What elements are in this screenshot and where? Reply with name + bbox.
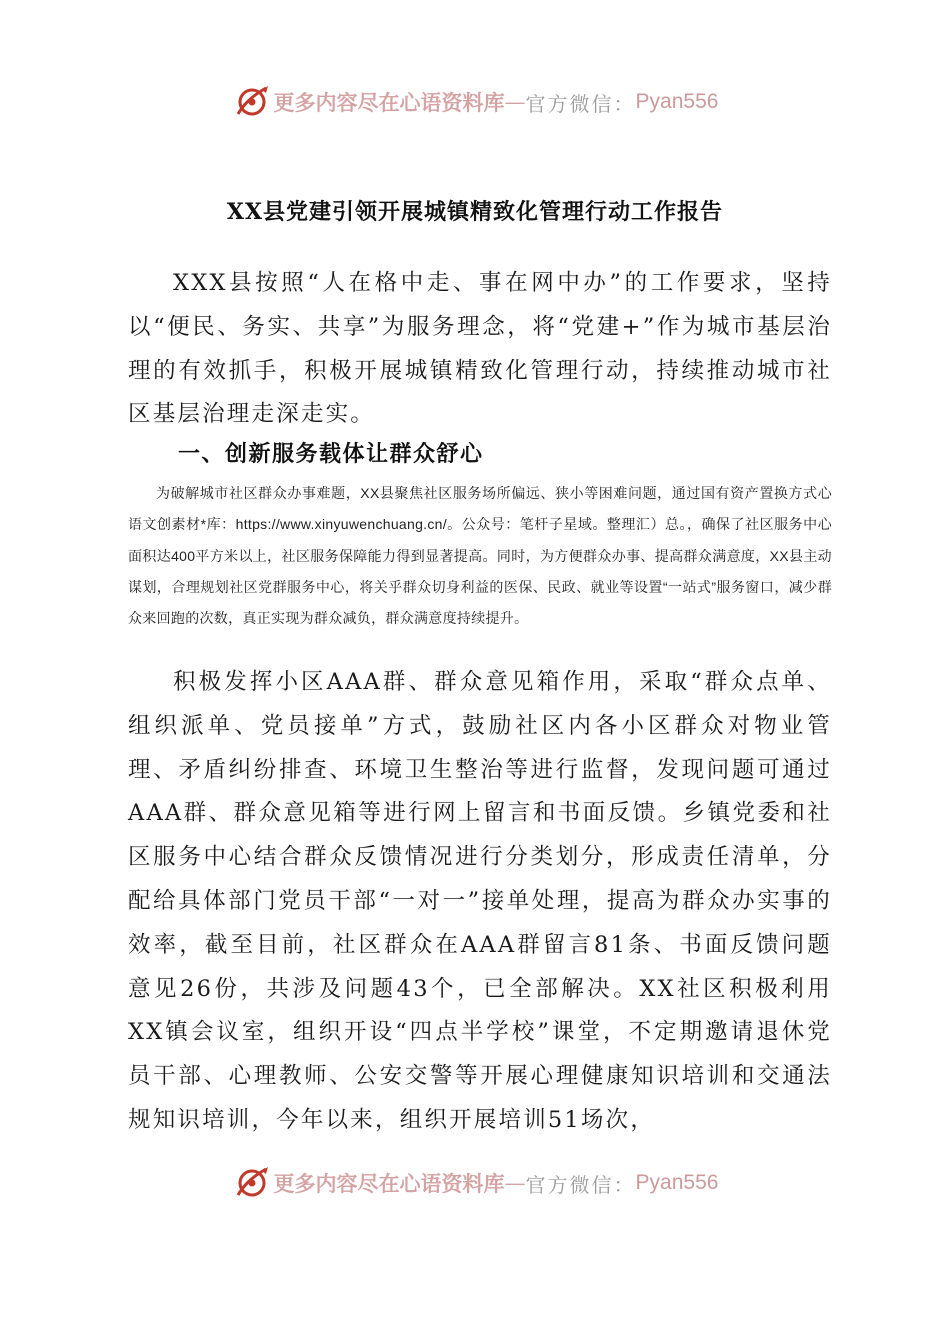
pen-logo-icon — [232, 1163, 272, 1203]
header-banner — [0, 80, 950, 124]
banner-dash: — — [504, 1171, 526, 1195]
banner-wechat-label: 官方微信： — [525, 91, 636, 116]
main-paragraph: 积极发挥小区AAA群、群众意见箱作用，采取“群众点单、组织派单、党员接单”方式，鼓励社区内各小区群众对物业管理、矛盾纠纷排查、环境卫生整治等进行监督，发现问题可通过AAA群、群众意见箱等进行网上留言和书面反馈。乡镇党委和社区服务中心结合群众反馈情况进行分类划分，形成责任清单，分配给具体部门党员干部“一对一”接单处理，提高为群众办实事的效率，截至目前，社区群众在AAA群留言81条、书面反馈问题意见26份，共涉及问题43个，已全部解决。XX社区积极利用XX镇会议室，组织开设“四点半学校”课堂，不定期邀请退休党员干部、心理教师、公安交警等开展心理健康知识培训和交通法规知识培训，今年以来，组织开展培训51场次， — [128, 669, 832, 1133]
pen-logo-icon — [232, 82, 272, 122]
banner-wechat-id: Pyan556 — [635, 1171, 719, 1194]
footer-banner — [0, 1161, 950, 1205]
banner-main-text: 更多内容尽在心语资料库 — [273, 1171, 505, 1196]
small-paragraph-block — [128, 478, 832, 634]
banner-wechat-label: 官方微信： — [525, 1172, 636, 1197]
banner-main-text: 更多内容尽在心语资料库 — [273, 90, 505, 115]
small-paragraph: 为破解城市社区群众办事难题，XX县聚焦社区服务场所偏远、狭小等困难问题，通过国有资产置换方式心语文创素材*库：https://www.xinyuwenchuang.cn/。公众号：笔杆子星域。整理汇）总。，确保了社区服务中心面积达400平方米以上，社区服务保障能力得到显著提高。同时，为方便群众办事、提高群众满意度，XX县主动谋划，合理规划社区党群服务中心，将关乎群众切身利益的医保、民政、就业等设置“一站式”服务窗口，减少群众来回跑的次数，真正实现为群众减负，群众满意度持续提升。 — [128, 485, 832, 627]
intro-block — [128, 262, 832, 437]
document-title: XX县党建引领开展城镇精致化管理行动工作报告 — [226, 199, 724, 225]
banner-dash: — — [504, 90, 526, 114]
section-heading: 一、创新服务载体让群众舒心 — [178, 442, 484, 467]
intro-paragraph: XXX县按照“人在格中走、事在网中办”的工作要求，坚持以“便民、务实、共享”为服务理念，将“党建+”作为城市基层治理的有效抓手，积极开展城镇精致化管理行动，持续推动城市社区基层治理走深走实。 — [128, 270, 832, 428]
main-paragraph-block — [128, 661, 832, 1143]
banner-wechat-id: Pyan556 — [635, 90, 719, 113]
